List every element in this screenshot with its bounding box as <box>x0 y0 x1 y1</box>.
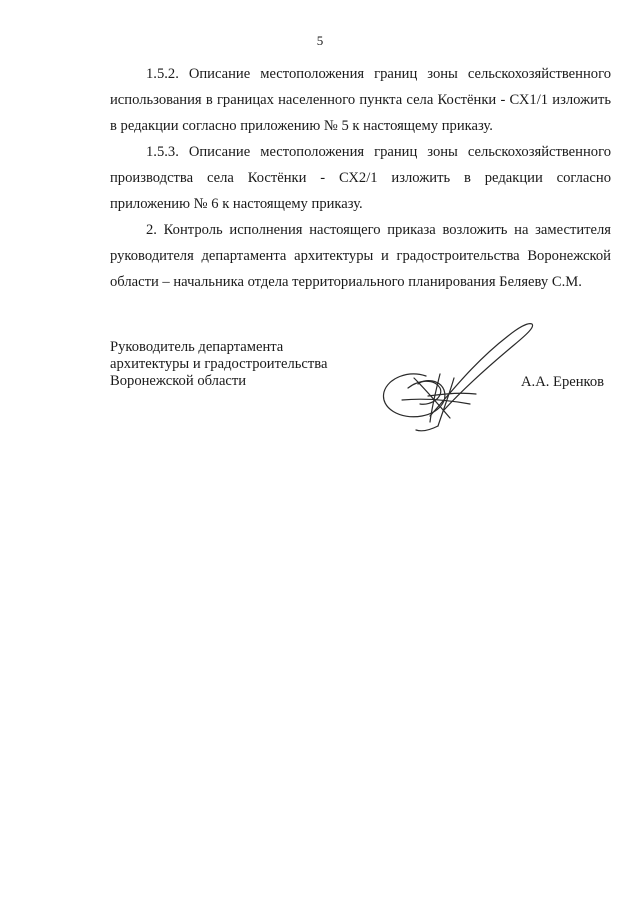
signer-title-line-2: архитектуры и градостроительства <box>110 356 328 372</box>
paragraph-1-5-3: 1.5.3. Описание местоположения границ зоны сельскохозяйственного производства села Костёнки - СХ2/1 изложить в редакции согласно приложению № 6 к настоящему приказу. <box>110 144 611 212</box>
document-body <box>110 61 611 295</box>
signer-title <box>110 339 327 390</box>
signature-block <box>110 339 630 439</box>
signer-name: А.А. Еренков <box>521 374 605 390</box>
paragraph-2-control: 2. Контроль исполнения настоящего приказа возложить на заместителя руководителя департамента архитектуры и градостроительства Воронежской области – начальника отдела территориального планирования Беляеву С.М. <box>110 222 611 290</box>
paragraph-1-5-2: 1.5.2. Описание местоположения границ зоны сельскохозяйственного использования в границах населенного пункта села Костёнки - СХ1/1 изложить в редакции согласно приложению № 5 к настоящему приказу. <box>110 66 611 134</box>
handwritten-signature <box>378 318 538 433</box>
page-number: 5 <box>316 33 324 48</box>
signer-title-line-1: Руководитель департамента <box>110 339 284 355</box>
signer-title-line-3: Воронежской области <box>110 373 247 389</box>
